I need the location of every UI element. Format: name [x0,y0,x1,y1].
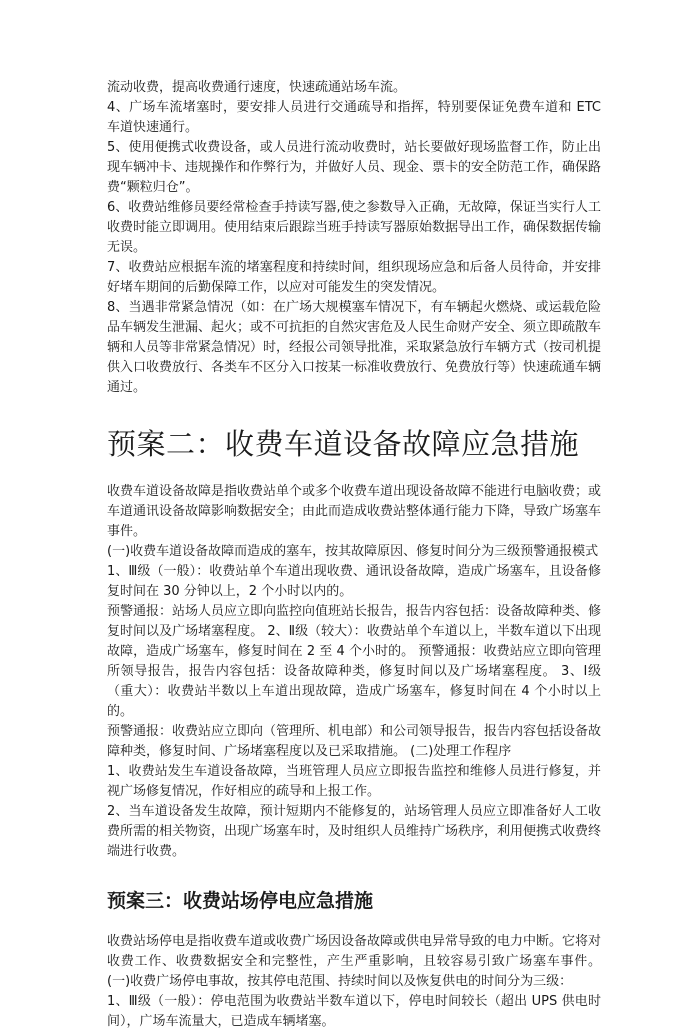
section-1-body [107,78,601,398]
paragraph: 预警通报：收费站应立即向（管理所、机电部）和公司领导报告，报告内容包括设备故障种类，修复时间、广场堵塞程度以及已采取措施。 (二)处理工作程序 [107,724,602,759]
section-2-heading: 预案二：收费车道设备故障应急措施 [107,427,580,461]
paragraph: (一)收费车道设备故障而造成的塞车，按其故障原因、修复时间分为三级预警通报模式 [107,544,599,559]
paragraph: 6、收费站维修员要经常检查手持读写器,使之参数导入正确，无故障，保证当实行人工收费时能立即调用。使用结束后跟踪当班手持读写器原始数据导出工作，确保数据传输无误。 [107,200,602,255]
paragraph: 流动收费，提高收费通行速度，快速疏通站场车流。 [107,80,407,95]
section-2-body [107,482,601,862]
section-3-heading: 预案三：收费站场停电应急措施 [107,890,374,912]
paragraph: 4、广场车流堵塞时，要安排人员进行交通疏导和指挥，特别要保证免费车道和 ETC 车道快速通行。 [107,100,601,135]
paragraph: 1、Ⅲ级（一般）：收费站单个车道出现收费、通讯设备故障，造成广场塞车，且设备修复时间在 30 分钟以上，2 个小时以内的。 [107,564,601,599]
paragraph: 收费车道设备故障是指收费站单个或多个收费车道出现设备故障不能进行电脑收费；或车道通讯设备故障影响数据安全；由此而造成收费站整体通行能力下降，导致广场塞车事件。 [107,484,602,539]
section-3-body [107,932,601,1032]
paragraph: 1、Ⅲ级（一般）：停电范围为收费站半数车道以下，停电时间较长（超出 UPS 供电时间），广场车流量大，已造成车辆堵塞。 [107,994,601,1029]
paragraph: 1、收费站发生车道设备故障，当班管理人员应立即报告监控和维修人员进行修复，并视广场修复情况，作好相应的疏导和上报工作。 [107,764,601,799]
paragraph: 2、当车道设备发生故障，预计短期内不能修复的，站场管理人员应立即准备好人工收费所需的相关物资，出现广场塞车时，及时组织人员维持广场秩序，利用便携式收费终端进行收费。 [107,804,602,859]
paragraph: 预警通报：站场人员应立即向监控向值班站长报告，报告内容包括：设备故障种类、修复时间以及广场堵塞程度。 2、Ⅱ级（较大）：收费站单个车道以上，半数车道以下出现故障，造成广场塞车，修复时间在 2 至 4 个小时的。 预警通报：收费站应立即向管理所领导报告，报告内容包括：设备故障种类，修复时间以及广场堵塞程度。 3、Ⅰ级（重大）：收费站半数以上车道出现故障，造成广场塞车，修复时间在 4 个小时以上的。 [107,604,602,719]
paragraph: 7、收费站应根据车流的堵塞程度和持续时间，组织现场应急和后备人员待命，并安排好堵车期间的后勤保障工作，以应对可能发生的突发情况。 [107,260,601,295]
paragraph: 5、使用便携式收费设备，或人员进行流动收费时，站长要做好现场监督工作，防止出现车辆冲卡、违规操作和作弊行为，并做好人员、现金、票卡的安全防范工作，确保路费“颗粒归仓”。 [107,140,602,195]
paragraph: 8、当遇非常紧急情况（如：在广场大规模塞车情况下，有车辆起火燃烧、或运载危险品车辆发生泄漏、起火；或不可抗拒的自然灾害危及人民生命财产安全、须立即疏散车辆和人员等非常紧急情况）时，经报公司领导批准，采取紧急放行车辆方式（按司机提供入口收费放行、各类车不区分入口按某一标准收费放行、免费放行等）快速疏通车辆通过。 [107,300,602,395]
paragraph: 收费站场停电是指收费车道或收费广场因设备故障或供电异常导致的电力中断。它将对收费工作、收费数据安全和完整性，产生严重影响，且较容易引致广场塞车事件。 (一)收费广场停电事故，按其停电范围、持续时间以及恢复供电的时间分为三级： [107,934,602,989]
document-page [107,78,601,1032]
